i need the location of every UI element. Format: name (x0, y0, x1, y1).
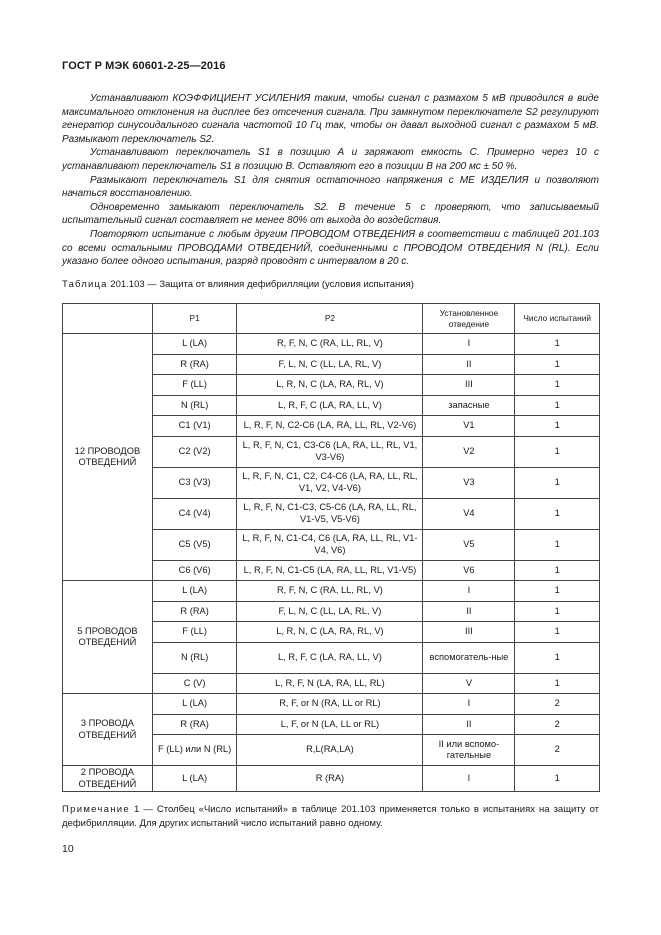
cell-count: 1 (515, 498, 600, 529)
note-prefix: Примечание (62, 804, 130, 815)
cell-p1: R (RA) (152, 714, 237, 735)
cell-count: 2 (515, 694, 600, 715)
table-header-row (63, 304, 600, 334)
cell-p2: L, R, F, N, C1-C4, C6 (LA, RA, LL, RL, V1-V4, V6) (237, 529, 423, 560)
cell-count: 1 (515, 622, 600, 643)
cell-lead: III (423, 375, 515, 396)
cell-p2: R, F, N, C (RA, LL, RL, V) (237, 581, 423, 602)
cell-count: 1 (515, 375, 600, 396)
cell-p1: C1 (V1) (152, 416, 237, 437)
cell-p2: L, R, F, C (LA, RA, LL, V) (237, 642, 423, 673)
defibrillation-table (62, 303, 600, 792)
cell-lead: II (423, 601, 515, 622)
note-text: 1 — Столбец «Число испытаний» в таблице 201.103 применяется только в испытаниях на защиту от дефибрилляции. Для других испытаний число испытаний равно одному. (62, 804, 599, 829)
cell-p1: R (RA) (152, 601, 237, 622)
cell-p2: L, R, F, N, C2-C6 (LA, RA, LL, RL, V2-V6) (237, 416, 423, 437)
table-row (63, 334, 600, 355)
cell-p2: F, L, N, C (LL, LA, RL, V) (237, 354, 423, 375)
paragraph: Одновременно замыкают переключатель S2. В течение 5 с проверяют, что записываемый испытательный сигнал составляет не менее 80% от выхода до воздействия. (62, 201, 599, 227)
table-caption (62, 279, 414, 290)
group-label: 3 ПРОВОДА ОТВЕДЕНИЙ (63, 694, 153, 766)
cell-p2: L, R, F, C (LA, RA, LL, V) (237, 395, 423, 416)
cell-p2: R (RA) (237, 766, 423, 792)
cell-p2: L, R, F, N, C1-C5 (LA, RA, LL, RL, V1-V5) (237, 560, 423, 581)
cell-p1: F (LL) (152, 375, 237, 396)
group-label: 12 ПРОВОДОВ ОТВЕДЕНИЙ (63, 334, 153, 581)
table-caption-text: 201.103 — Защита от влияния дефибрилляции (условия испытания) (107, 279, 414, 290)
table-body (63, 334, 600, 792)
cell-lead: V6 (423, 560, 515, 581)
cell-count: 1 (515, 334, 600, 355)
cell-p2: F, L, N, C (LL, LA, RL, V) (237, 601, 423, 622)
table-note (62, 803, 599, 830)
cell-count: 1 (515, 601, 600, 622)
cell-lead: V (423, 673, 515, 694)
cell-lead: I (423, 766, 515, 792)
cell-count: 1 (515, 416, 600, 437)
page-number: 10 (62, 843, 74, 855)
header-p1: P1 (152, 304, 237, 334)
cell-p2: R,L(RA,LA) (237, 735, 423, 766)
cell-p2: L, F, or N (LA, LL or RL) (237, 714, 423, 735)
cell-p2: L, R, N, C (LA, RA, RL, V) (237, 622, 423, 643)
cell-p1: N (RL) (152, 395, 237, 416)
header-p2: P2 (237, 304, 423, 334)
cell-p1: L (LA) (152, 694, 237, 715)
cell-lead: III (423, 622, 515, 643)
cell-count: 1 (515, 354, 600, 375)
cell-p2: R, F, or N (RA, LL or RL) (237, 694, 423, 715)
cell-count: 1 (515, 642, 600, 673)
header-lead: Установленное отведение (423, 304, 515, 334)
cell-count: 1 (515, 436, 600, 467)
cell-count: 1 (515, 395, 600, 416)
cell-count: 1 (515, 766, 600, 792)
cell-p2: L, R, N, C (LA, RA, RL, V) (237, 375, 423, 396)
paragraph: Устанавливают КОЭФФИЦИЕНТ УСИЛЕНИЯ таким, чтобы сигнал с размахом 5 мВ приводился в виде максимального отклонения на дисплее без отсечения сигнала. При замкнутом переключателе S2 регулируют генератор синусоидального сигнала частотой 10 Гц так, чтобы он давал выходной сигнал с размахом 5 мВ. Размыкают переключатель S2. (62, 93, 599, 145)
document-header: ГОСТ Р МЭК 60601-2-25—2016 (62, 60, 226, 72)
cell-p1: F (LL) (152, 622, 237, 643)
paragraph: Устанавливают переключатель S1 в позицию А и заряжают емкость С. Примерно через 10 с устанавливают переключатель S1 в позицию В. Оставляют его в позиции В на 200 мс ± 50 %. (62, 147, 599, 172)
cell-p2: L, R, F, N, C1, C3-C6 (LA, RA, LL, RL, V1, V3-V6) (237, 436, 423, 467)
cell-lead: V3 (423, 467, 515, 498)
cell-count: 1 (515, 581, 600, 602)
cell-count: 2 (515, 735, 600, 766)
cell-p1: N (RL) (152, 642, 237, 673)
table-caption-prefix: Таблица (62, 279, 108, 290)
cell-p2: R, F, N, C (RA, LL, RL, V) (237, 334, 423, 355)
table-row (63, 694, 600, 715)
cell-p1: L (LA) (152, 766, 237, 792)
cell-lead: II (423, 354, 515, 375)
cell-p1: C6 (V6) (152, 560, 237, 581)
cell-count: 1 (515, 467, 600, 498)
cell-lead: вспомогатель-ные (423, 642, 515, 673)
table-row (63, 581, 600, 602)
cell-lead: запасные (423, 395, 515, 416)
cell-lead: V4 (423, 498, 515, 529)
cell-p1: C4 (V4) (152, 498, 237, 529)
cell-lead: V1 (423, 416, 515, 437)
cell-p1: F (LL) или N (RL) (152, 735, 237, 766)
table-row (63, 766, 600, 792)
header-group (63, 304, 153, 334)
cell-count: 2 (515, 714, 600, 735)
cell-p2: L, R, F, N (LA, RA, LL, RL) (237, 673, 423, 694)
cell-p1: C3 (V3) (152, 467, 237, 498)
cell-lead: V5 (423, 529, 515, 560)
cell-p2: L, R, F, N, C1, C2, C4-C6 (LA, RA, LL, RL, V1, V2, V4-V6) (237, 467, 423, 498)
body-text (62, 92, 599, 269)
paragraph: Повторяют испытание с любым другим ПРОВОДОМ ОТВЕДЕНИЯ в соответствии с таблицей 201.103 со всеми остальными ПРОВОДАМИ ОТВЕДЕНИЙ, соединенными с ПРОВОДОМ ОТВЕДЕНИЯ N (RL). Если указано более одного испытания, разряд проводят с интервалом в 20 с. (62, 228, 599, 268)
cell-lead: I (423, 581, 515, 602)
header-count: Число испытаний (515, 304, 600, 334)
cell-p1: L (LA) (152, 581, 237, 602)
cell-count: 1 (515, 529, 600, 560)
cell-lead: I (423, 334, 515, 355)
cell-p2: L, R, F, N, C1-C3, C5-C6 (LA, RA, LL, RL, V1-V5, V5-V6) (237, 498, 423, 529)
cell-count: 1 (515, 560, 600, 581)
cell-p1: R (RA) (152, 354, 237, 375)
cell-lead: V2 (423, 436, 515, 467)
cell-p1: C (V) (152, 673, 237, 694)
cell-p1: C2 (V2) (152, 436, 237, 467)
cell-p1: C5 (V5) (152, 529, 237, 560)
paragraph: Размыкают переключатель S1 для снятия остаточного напряжения с МЕ ИЗДЕЛИЯ и позволяют начаться восстановлению. (62, 174, 599, 200)
cell-lead: I (423, 694, 515, 715)
cell-p1: L (LA) (152, 334, 237, 355)
cell-lead: II (423, 714, 515, 735)
group-label: 5 ПРОВОДОВ ОТВЕДЕНИЙ (63, 581, 153, 694)
cell-count: 1 (515, 673, 600, 694)
group-label: 2 ПРОВОДА ОТВЕДЕНИЙ (63, 766, 153, 792)
cell-lead: II или вспомо-гательные (423, 735, 515, 766)
